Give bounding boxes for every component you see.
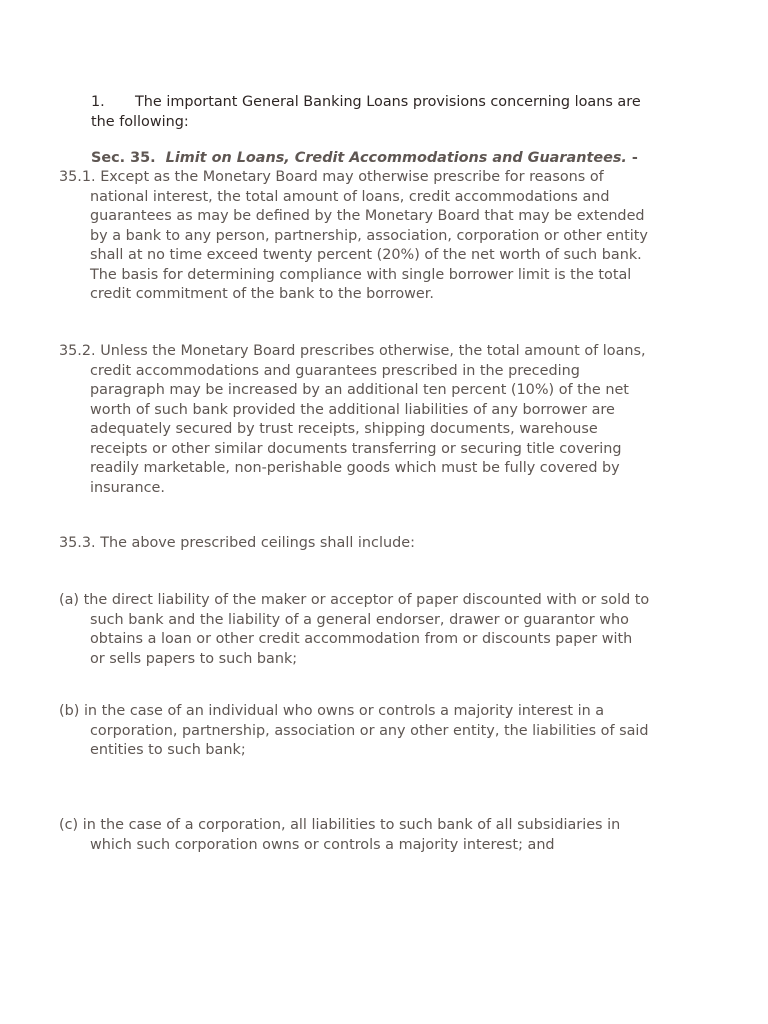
intro-item [91,93,641,132]
section-label: Sec. 35. [91,150,156,166]
paragraph-line: or sells papers to such bank; [90,650,298,667]
paragraph-line: credit commitment of the bank to the borrower. [90,286,434,302]
paragraph-line: corporation, partnership, association or any other entity, the liabilities of said [90,722,649,739]
paragraph-line: receipts or other similar documents transferring or securing title covering [90,440,622,457]
paragraph-line: national interest, the total amount of loans, credit accommodations and [90,188,610,205]
paragraph-line: by a bank to any person, partnership, association, corporation or other entity [90,227,648,244]
paragraph-line: entities to such bank; [90,742,246,758]
paragraph-line: (a) the direct liability of the maker or acceptor of paper discounted with or sold to [59,592,650,608]
paragraph-line: adequately secured by trust receipts, shipping documents, warehouse [90,421,598,437]
list-item-a [59,591,649,669]
intro-line-2: the following: [91,113,189,130]
paragraph-line: 35.2. Unless the Monetary Board prescribes otherwise, the total amount of loans, [59,343,646,359]
paragraph-line: insurance. [90,479,165,496]
paragraph-line: shall at no time exceed twenty percent (20%) of the net worth of such bank. [90,247,642,263]
paragraph-line: credit accommodations and guarantees prescribed in the preceding [90,362,580,379]
paragraph-line: obtains a loan or other credit accommodation from or discounts paper with [90,631,633,647]
paragraph-line: guarantees as may be defined by the Monetary Board that may be extended [90,208,645,224]
intro-text-1: The important General Banking Loans provisions concerning loans are [135,94,641,110]
list-item-b [59,702,649,761]
section-heading [91,149,638,169]
paragraph-line: which such corporation owns or controls a majority interest; and [90,836,555,853]
section-title: Limit on Loans, Credit Accommodations and Guarantees. [165,150,627,166]
paragraph-line: (c) in the case of a corporation, all liabilities to such bank of all subsidiaries in [59,817,621,833]
list-item-c [59,816,620,855]
paragraph-line: The basis for determining compliance with single borrower limit is the total [90,266,632,283]
intro-number: 1. [91,94,105,110]
paragraph-35-2 [59,342,646,498]
paragraph-line: 35.3. The above prescribed ceilings shall include: [59,535,415,551]
paragraph-line: readily marketable, non-perishable goods which must be fully covered by [90,460,620,476]
paragraph-line: paragraph may be increased by an additional ten percent (10%) of the net [90,382,629,398]
paragraph-line: worth of such bank provided the additional liabilities of any borrower are [90,401,615,418]
section-dash: - [631,150,638,166]
paragraph-line: (b) in the case of an individual who owns or controls a majority interest in a [59,703,605,719]
intro-line-1 [91,93,641,113]
paragraph-line: such bank and the liability of a general endorser, drawer or guarantor who [90,611,629,628]
paragraph-line: 35.1. Except as the Monetary Board may otherwise prescribe for reasons of [59,169,604,185]
paragraph-35-3 [59,534,415,554]
paragraph-35-1 [59,168,648,305]
